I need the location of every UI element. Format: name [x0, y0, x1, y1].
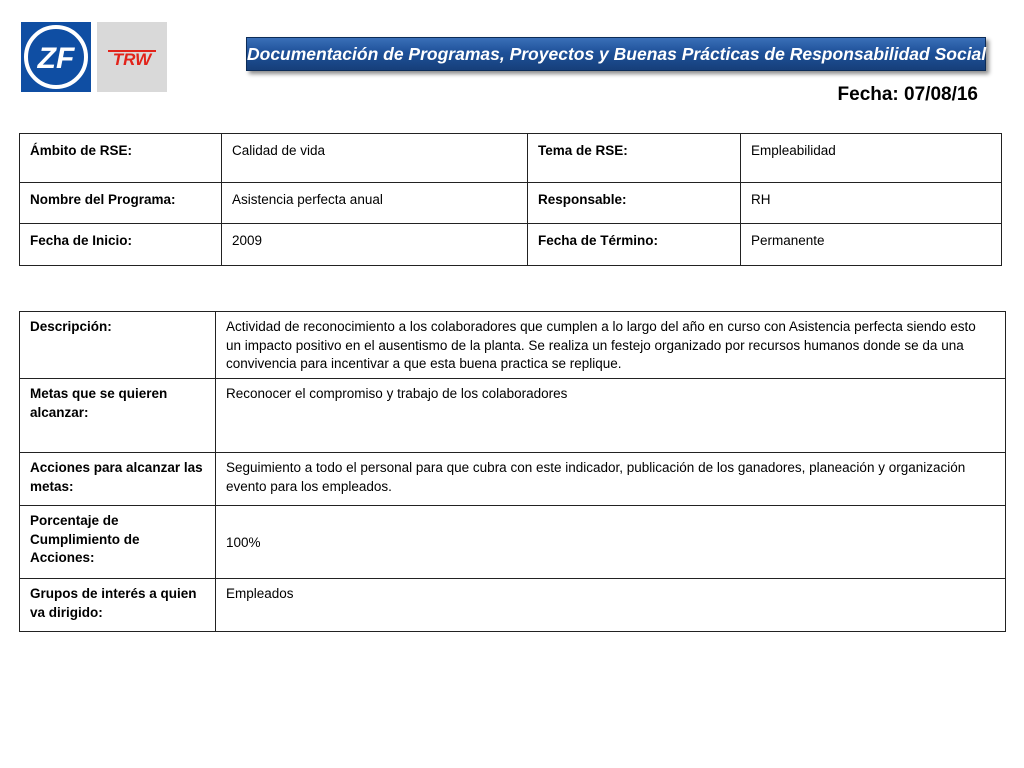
grupos-value: Empleados — [216, 579, 1006, 632]
table-row — [20, 579, 1006, 632]
metas-label: Metas que se quieren alcanzar: — [20, 379, 216, 453]
responsable-label: Responsable: — [528, 183, 741, 224]
zf-logo — [21, 22, 91, 92]
program-summary-table — [19, 133, 1002, 266]
table-row — [20, 506, 1006, 579]
porcentaje-label: Porcentaje de Cumplimiento de Acciones: — [20, 506, 216, 579]
table-row — [20, 134, 1002, 183]
trw-logo-text: TRW — [112, 50, 152, 69]
acciones-value: Seguimiento a todo el personal para que cubra con este indicador, publicación de los ganadores, planeación y organización evento para los empleados. — [216, 453, 1006, 506]
document-date: Fecha: 07/08/16 — [837, 84, 978, 105]
ambito-value: Calidad de vida — [222, 134, 528, 183]
nombre-label: Nombre del Programa: — [20, 183, 222, 224]
acciones-label: Acciones para alcanzar las metas: — [20, 453, 216, 506]
tema-value: Empleabilidad — [741, 134, 1002, 183]
page-title: Documentación de Programas, Proyectos y Buenas Prácticas de Responsabilidad Social — [246, 37, 986, 71]
inicio-value: 2009 — [222, 224, 528, 266]
porcentaje-value: 100% — [216, 506, 1006, 579]
trw-logo-mark — [97, 22, 167, 92]
program-details-table — [19, 311, 1006, 632]
descripcion-label: Descripción: — [20, 312, 216, 379]
table-row — [20, 183, 1002, 224]
trw-logo — [97, 22, 167, 92]
table-row — [20, 312, 1006, 379]
ambito-label: Ámbito de RSE: — [20, 134, 222, 183]
inicio-label: Fecha de Inicio: — [20, 224, 222, 266]
zf-logo-text: ZF — [37, 42, 75, 75]
table-row — [20, 224, 1002, 266]
metas-value: Reconocer el compromiso y trabajo de los colaboradores — [216, 379, 1006, 453]
nombre-value: Asistencia perfecta anual — [222, 183, 528, 224]
zf-logo-mark — [21, 22, 91, 92]
tema-label: Tema de RSE: — [528, 134, 741, 183]
grupos-label: Grupos de interés a quien va dirigido: — [20, 579, 216, 632]
descripcion-value: Actividad de reconocimiento a los colaboradores que cumplen a lo largo del año en curso con Asistencia perfecta siendo esto un impacto positivo en el ausentismo de la planta. Se realiza un festejo organizado por recursos humanos donde se da una convivencia para incentivar a que esta buena practica se replique. — [216, 312, 1006, 379]
termino-label: Fecha de Término: — [528, 224, 741, 266]
table-row — [20, 379, 1006, 453]
responsable-value: RH — [741, 183, 1002, 224]
table-row — [20, 453, 1006, 506]
termino-value: Permanente — [741, 224, 1002, 266]
